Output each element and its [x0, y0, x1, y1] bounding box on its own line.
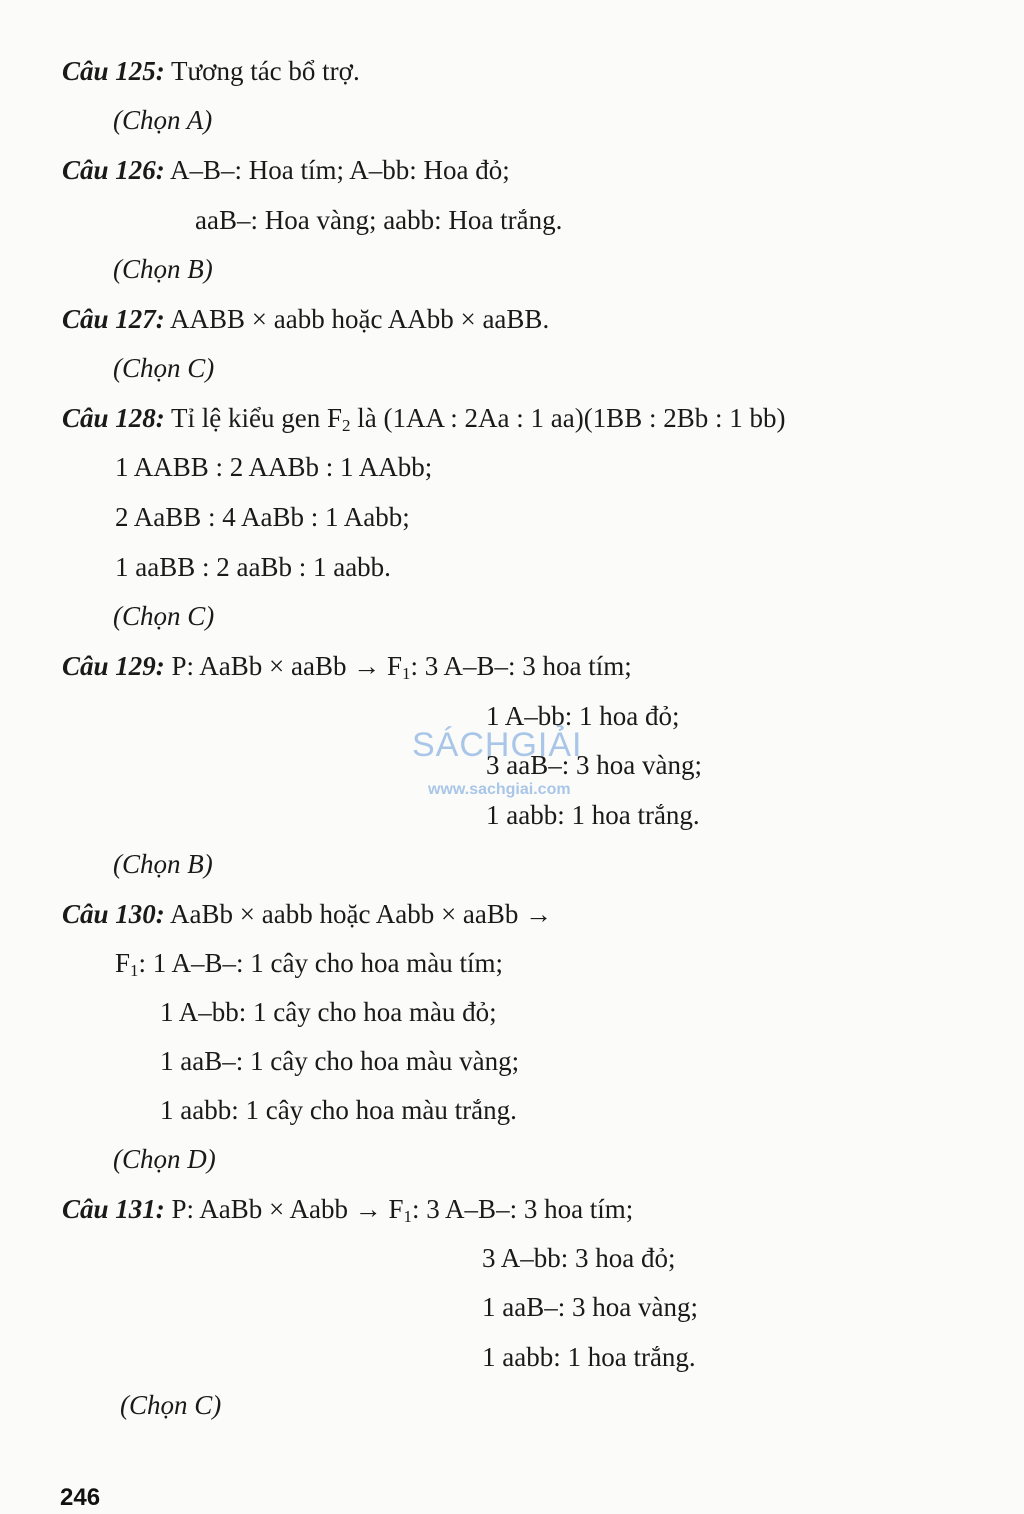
- question-label: Câu 126:: [62, 155, 165, 185]
- question-125: [62, 55, 360, 87]
- question-127: [62, 303, 549, 335]
- ratio-line: 1 aabb: 1 hoa trắng.: [482, 1342, 696, 1372]
- subscript: 1: [130, 961, 139, 980]
- question-text: : 3 A–B–: 3 hoa tím;: [410, 651, 632, 681]
- subscript: 1: [402, 664, 411, 683]
- question-text: AaBb × aabb hoặc Aabb × aaBb →: [164, 899, 553, 929]
- question-129: [62, 650, 632, 682]
- answer-choice: (Chọn C): [120, 1390, 222, 1420]
- f1-line: [115, 947, 503, 979]
- question-text: P: AaBb × aaBb → F: [164, 651, 403, 681]
- subscript: 2: [342, 416, 351, 435]
- genotype-line: 2 AaBB : 4 AaBb : 1 Aabb;: [115, 502, 410, 532]
- ratio-line: 3 aaB–: 3 hoa vàng;: [486, 750, 702, 780]
- question-128: [62, 402, 785, 434]
- ratio-line: 3 A–bb: 3 hoa đỏ;: [482, 1243, 676, 1273]
- question-text: A–B–: Hoa tím; A–bb: Hoa đỏ;: [164, 155, 510, 185]
- ratio-line: 1 aaB–: 1 cây cho hoa màu vàng;: [160, 1046, 520, 1076]
- watermark-url: www.sachgiai.com: [428, 781, 571, 798]
- answer-choice: (Chọn A): [113, 105, 213, 135]
- question-text: là (1AA : 2Aa : 1 aa)(1BB : 2Bb : 1 bb): [350, 403, 786, 433]
- question-label: Câu 128:: [62, 403, 165, 433]
- question-131: [62, 1193, 633, 1225]
- question-label: Câu 127:: [62, 304, 165, 334]
- question-text: Tỉ lệ kiểu gen F: [164, 403, 343, 433]
- question-text-line: aaB–: Hoa vàng; aabb: Hoa trắng.: [195, 205, 563, 235]
- answer-choice: (Chọn B): [113, 849, 213, 879]
- ratio-line: 1 A–bb: 1 cây cho hoa màu đỏ;: [160, 997, 497, 1027]
- f1-text: : 1 A–B–: 1 cây cho hoa màu tím;: [138, 948, 503, 978]
- page-number: 246: [60, 1484, 101, 1511]
- question-label: Câu 129:: [62, 651, 165, 681]
- question-label: Câu 131:: [62, 1194, 165, 1224]
- answer-choice: (Chọn C): [113, 353, 215, 383]
- ratio-line: 1 A–bb: 1 hoa đỏ;: [486, 701, 680, 731]
- answer-choice: (Chọn D): [113, 1144, 216, 1174]
- question-126: [62, 154, 510, 186]
- question-text: Tương tác bổ trợ.: [164, 56, 360, 86]
- ratio-line: 1 aabb: 1 cây cho hoa màu trắng.: [160, 1095, 517, 1125]
- f1-label: F: [115, 948, 131, 978]
- question-text: AABB × aabb hoặc AAbb × aaBB.: [164, 304, 550, 334]
- answer-choice: (Chọn B): [113, 254, 213, 284]
- ratio-line: 1 aabb: 1 hoa trắng.: [486, 800, 700, 830]
- question-text: P: AaBb × Aabb → F: [164, 1194, 404, 1224]
- question-label: Câu 130:: [62, 899, 165, 929]
- ratio-line: 1 aaB–: 3 hoa vàng;: [482, 1292, 698, 1322]
- genotype-line: 1 AABB : 2 AABb : 1 AAbb;: [115, 452, 433, 482]
- watermark-logo: SÁCHGIẢI: [412, 726, 583, 764]
- subscript: 1: [403, 1207, 413, 1226]
- question-label: Câu 125:: [62, 56, 165, 86]
- question-text: : 3 A–B–: 3 hoa tím;: [412, 1194, 634, 1224]
- genotype-line: 1 aaBB : 2 aaBb : 1 aabb.: [115, 552, 391, 582]
- question-130: [62, 898, 552, 930]
- answer-choice: (Chọn C): [113, 601, 215, 631]
